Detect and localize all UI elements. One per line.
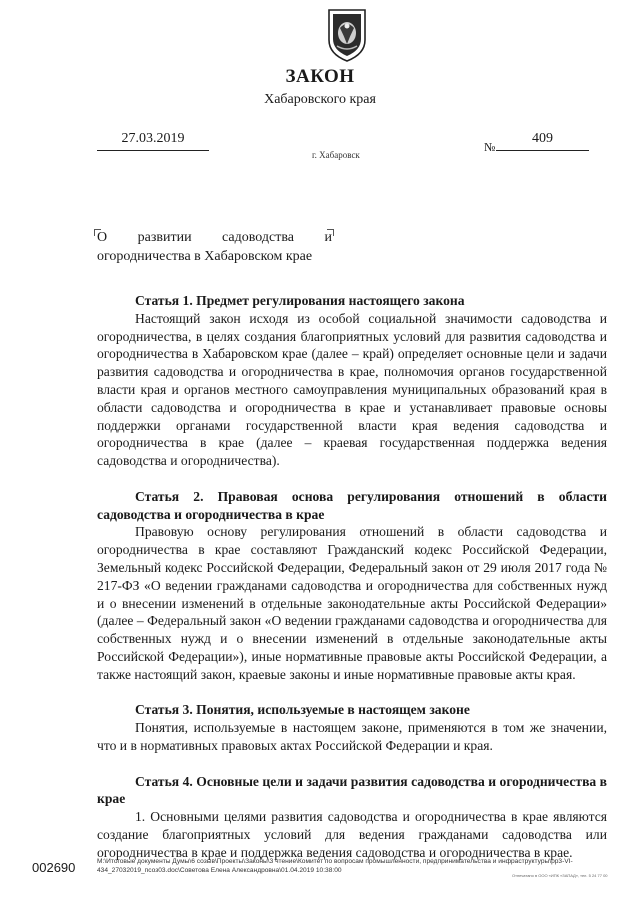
document-title: ЗАКОН xyxy=(285,66,355,87)
article-4-heading: Статья 4. Основные цели и задачи развития садоводства и огородничества в крае xyxy=(97,773,607,807)
subject-line-2: огородничества в Хабаровском крае xyxy=(97,249,313,264)
number-underline xyxy=(496,150,589,151)
article-1-paragraph: Настоящий закон исходя из особой социальной значимости садоводства и огородничества, в целях создания благоприятных условий для развития садоводства и огородничества в Хабаровском крае (далее – край) определяет основные цели и задачи развития садоводства и огородничества в крае, полномочия органов государственной власти края и органов местного самоуправления муниципальных образований края в области садоводства и огородничества в крае и устанавливает правовые основы поддержки органами государственной власти края ведения садоводства и огородничества в крае (далее – краевая государственная поддержка ведения садоводства и огородничества). xyxy=(97,310,607,469)
footer-file-path: M:\Итоговые документы Думы\6 созыв\Проекты\Законы\3 чтение\Комитет по вопросам промышленности, предпринимательства и инфраструктуры\рр3-VI-434_27032019_псоз03.doc\Советова Елена Александровна\01.04.2019 10:38:00 xyxy=(97,858,573,874)
article-3-heading: Статья 3. Понятия, используемые в настоящем законе xyxy=(135,702,470,718)
article-4-paragraph: 1. Основными целями развития садоводства и огородничества в крае являются создание благоприятных условий для ведения гражданами садоводства или огородничества в крае и поддержка ведения садоводства и огородничества в крае. xyxy=(97,809,607,860)
footer-code: 002690 xyxy=(32,860,76,875)
article-2-heading: Статья 2. Правовая основа регулирования отношений в области садоводства и огородничества в крае xyxy=(97,488,607,522)
footer-print-mark: Отпечатано в ООО «ИПК «ЗАПАД», тел. 5 24 77 00 xyxy=(512,873,608,878)
law-subject xyxy=(97,228,332,266)
law-date: 27.03.2019 xyxy=(121,131,185,146)
city-label: г. Хабаровск xyxy=(312,150,360,160)
coat-of-arms-icon xyxy=(323,6,371,64)
date-underline xyxy=(97,150,209,151)
document-subtitle: Хабаровского края xyxy=(264,92,376,107)
article-2-paragraph: Правовую основу регулирования отношений в области садоводства и огородничества в крае составляют Гражданский кодекс Российской Федерации, Земельный кодекс Российской Федерации, Федеральный закон от 29 июля 2017 года № 217-ФЗ «О ведении гражданами садоводства и огородничества для собственных нужд и о внесении изменений в отдельные законодательные акты Российской Федерации» (далее – Федеральный закон «О ведении гражданами садоводства и огородничества для собственных нужд и о внесении изменений в отдельные законодательные акты Российской Федерации»), иные нормативные правовые акты Российской Федерации, а также настоящий закон, краевые законы и иные нормативные правовые акты края. xyxy=(97,524,607,682)
law-number: 409 xyxy=(532,131,553,146)
number-sign: № xyxy=(484,140,496,154)
article-1-heading: Статья 1. Предмет регулирования настоящего закона xyxy=(135,293,465,308)
subject-line-1: О развитии садоводства и xyxy=(97,230,332,245)
law-body xyxy=(97,292,607,862)
article-3-paragraph: Понятия, используемые в настоящем законе, применяются в том же значении, что и в нормативных правовых актах Российской Федерации и края. xyxy=(97,720,607,753)
